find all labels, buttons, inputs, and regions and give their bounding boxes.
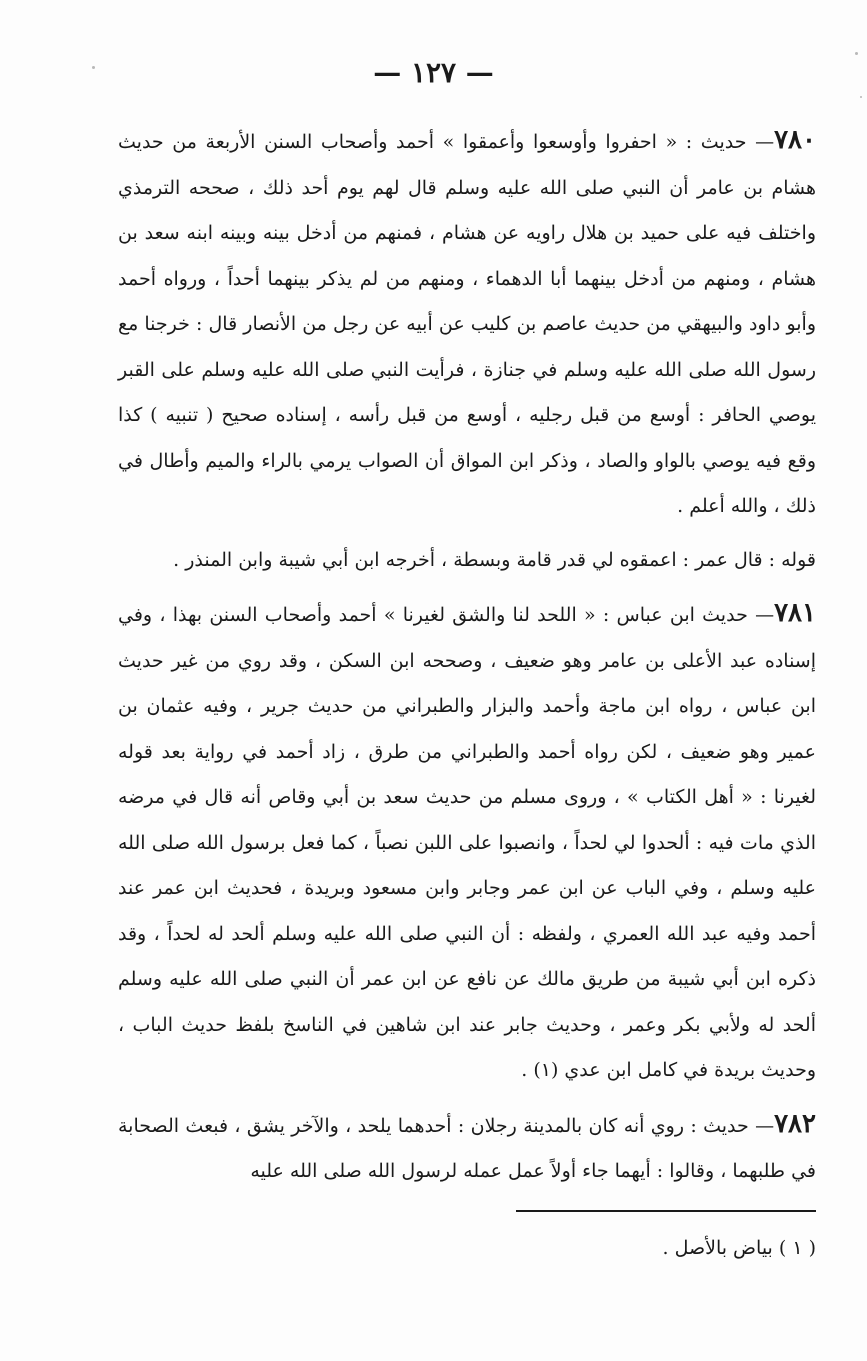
entry-number: ٧٨٠ (774, 125, 816, 155)
entry-number: ٧٨٢ (774, 1108, 816, 1139)
entry-number: ٧٨١ (774, 598, 816, 628)
commentary-entry (118, 538, 816, 584)
entry-text: قوله : قال عمر : اعمقوه لي قدر قامة وبسطة ، أخرجه ابن أبي شيبة وابن المنذر . (173, 548, 816, 571)
scan-speck (860, 96, 862, 98)
entry-text: — حديث : روي أنه كان بالمدينة رجلان : أحدهما يلحد ، والآخر يشق ، فبعث الصحابة في طلبهما ، وقالوا : أيهما جاء أولاً عمل عمله لرسول الله صلى الله عليه (118, 1114, 816, 1182)
scan-speck (92, 66, 95, 69)
footnote: ( ١ ) بياض بالأصل . (662, 1237, 816, 1259)
scan-speck (855, 52, 858, 55)
entry-text: — حديث ابن عباس : « اللحد لنا والشق لغيرنا » أحمد وأصحاب السنن بهذا ، وفي إسناده عبد الأعلى بن عامر وهو ضعيف ، وصححه ابن السكن ، وقد روي من غير حديث ابن عباس ، رواه ابن ماجة وأحمد والبزار والطبراني من حديث جرير ، وفيه عثمان بن عمير وهو ضعيف ، لكن رواه أحمد والطبراني من طرق ، زاد أحمد في رواية بعد قوله لغيرنا : « أهل الكتاب » ، وروى مسلم من حديث سعد بن أبي وقاص أنه قال في مرضه الذي مات فيه : ألحدوا لي لحداً ، وانصبوا على اللبن نصباً ، كما فعل برسول الله صلى الله عليه وسلم ، وفي الباب عن ابن عمر وجابر وابن مسعود وبريدة ، فحديث ابن عمر عند أحمد وفيه عبد الله العمري ، ولفظه : أن النبي صلى الله عليه وسلم ألحد له لحداً ، وقد ذكره ابن أبي شيبة من طريق مالك عن نافع عن ابن عمر أن النبي صلى الله عليه وسلم ألحد له ولأبي بكر وعمر ، وحديث جابر عند ابن شاهين في الناسخ بلفظ حديث الباب ، وحديث بريدة في كامل ابن عدي (١) . (118, 604, 816, 1081)
entry-text: — حديث : « احفروا وأوسعوا وأعمقوا » أحمد وأصحاب السنن الأربعة من حديث هشام بن عامر أن النبي صلى الله عليه وسلم قال لهم يوم أحد ذلك ، صححه الترمذي واختلف فيه على حميد بن هلال راويه عن هشام ، فمنهم من أدخل بينه وبينه ابنه سعد بن هشام ، ومنهم من أدخل بينهما أبا الدهماء ، ومنهم من لم يذكر بينهما أحداً ، ورواه أحمد وأبو داود والبيهقي من حديث عاصم بن كليب عن أبيه عن رجل من الأنصار قال : خرجنا مع رسول الله صلى الله عليه وسلم في جنازة ، فرأيت النبي صلى الله عليه وسلم على القبر يوصي الحافر : أوسع من قبل رجليه ، أوسع من قبل رأسه ، إسناده صحيح ( تنبيه ) كذا وقع فيه يوصي بالواو والصاد ، وذكر ابن المواق أن الصواب يرمي بالراء والميم وأطال في ذلك ، والله أعلم . (118, 131, 816, 517)
hadith-entry-781 (118, 591, 816, 1094)
main-text (118, 118, 816, 1195)
hadith-entry-780 (118, 118, 816, 530)
page-number: — ١٢٧ — (373, 56, 494, 89)
footnote-divider (516, 1210, 816, 1212)
hadith-entry-782 (118, 1102, 816, 1195)
